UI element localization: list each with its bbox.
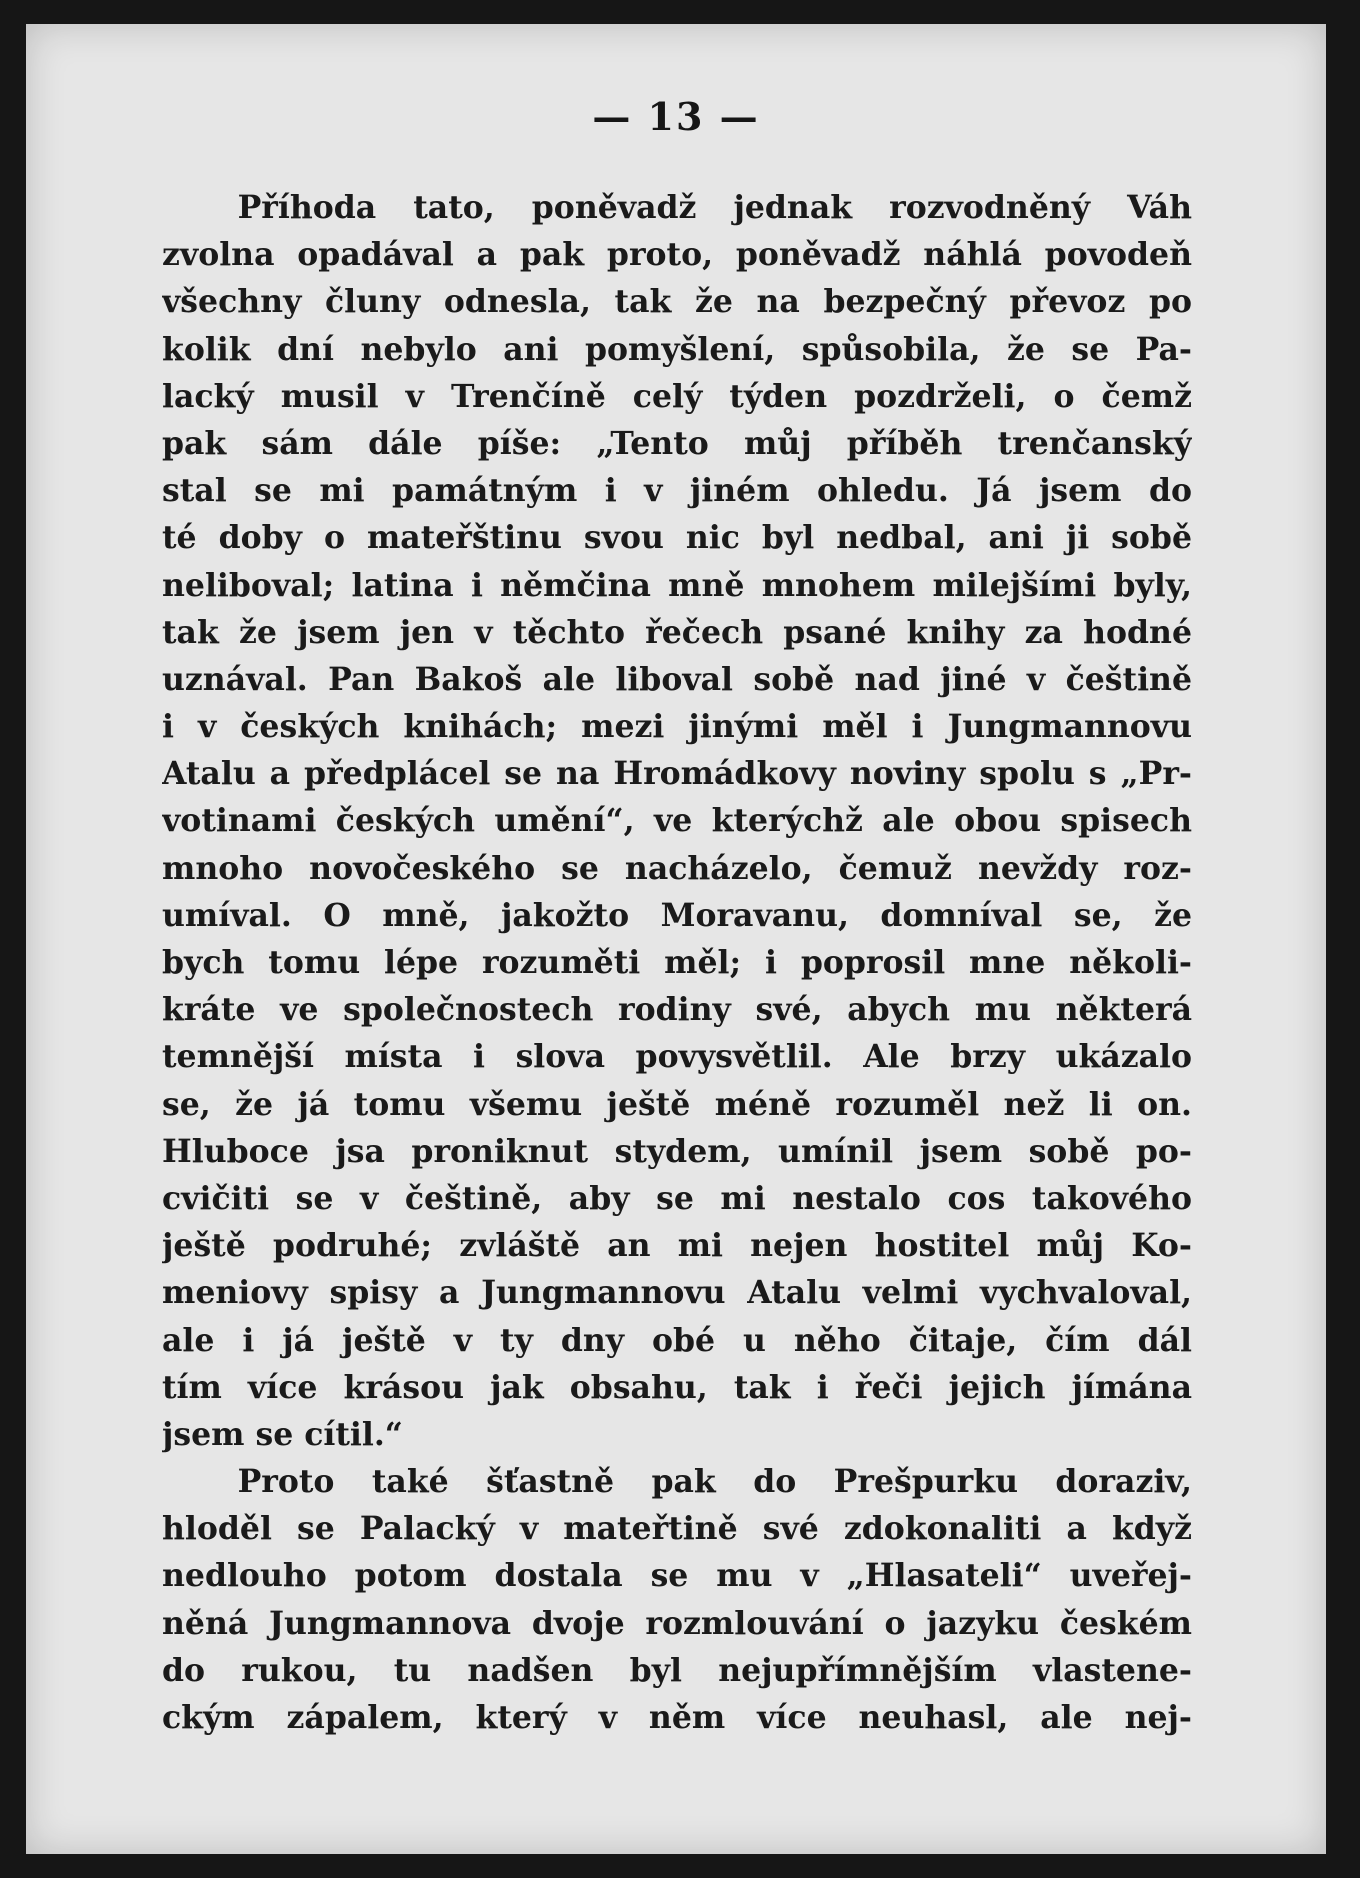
text-line: té doby o mateřštinu svou nic byl nedbal, ani ji sobě — [162, 519, 1192, 557]
page-body-text — [162, 184, 1192, 1741]
text-line: meniovy spisy a Jungmannovu Atalu velmi vychvaloval, — [162, 1274, 1192, 1312]
text-line: temnější místa i slova povysvětlil. Ale brzy ukázalo — [162, 1038, 1192, 1076]
text-line: stal se mi památným i v jiném ohledu. Já jsem do — [162, 472, 1192, 510]
text-line: neliboval; latina i němčina mně mnohem milejšími byly, — [162, 566, 1192, 604]
text-line: do rukou, tu nadšen byl nejupřímnějším vlastene- — [162, 1651, 1192, 1689]
text-line: lacký musil v Trenčíně celý týden pozdrželi, o čemž — [162, 377, 1192, 415]
text-line: nedlouho potom dostala se mu v „Hlasateli“ uveřej- — [162, 1557, 1192, 1595]
text-line: všechny čluny odnesla, tak že na bezpečný převoz po — [162, 283, 1192, 321]
text-line: tak že jsem jen v těchto řečech psané knihy za hodné — [162, 613, 1192, 651]
text-line: Hluboce jsa proniknut stydem, umínil jsem sobě po- — [162, 1132, 1192, 1170]
text-line: ale i já ještě v ty dny obé u něho čitaje, čím dál — [162, 1321, 1192, 1359]
text-line: ještě podruhé; zvláště an mi nejen hostitel můj Ko- — [162, 1227, 1192, 1265]
text-line: mnoho novočeského se nacházelo, čemuž nevždy roz- — [162, 849, 1192, 887]
text-line: umíval. O mně, jakožto Moravanu, domníval se, že — [162, 896, 1192, 934]
text-line: uznával. Pan Bakoš ale liboval sobě nad jiné v češtině — [162, 660, 1192, 698]
text-line: kráte ve společnostech rodiny své, abych mu některá — [162, 991, 1192, 1029]
text-line: Příhoda tato, poněvadž jednak rozvodněný Váh — [237, 189, 1192, 226]
text-line: se, že já tomu všemu ještě méně rozuměl než li on. — [162, 1085, 1192, 1123]
text-line: hloděl se Palacký v mateřtině své zdokonaliti a když — [162, 1510, 1192, 1548]
text-line: tím více krásou jak obsahu, tak i řeči jejich jímána — [162, 1368, 1192, 1406]
text-line: votinami českých umění“, ve kterýchž ale obou spisech — [162, 802, 1192, 840]
text-line: i v českých knihách; mezi jinými měl i Jungmannovu — [162, 708, 1192, 746]
book-page — [26, 24, 1326, 1854]
page-number: — 13 — — [592, 94, 760, 139]
text-line: Proto také šťastně pak do Prešpurku doraziv, — [237, 1463, 1192, 1501]
text-line: kolik dní nebylo ani pomyšlení, spůsobila, že se Pa- — [162, 330, 1192, 368]
text-line: Atalu a předplácel se na Hromádkovy noviny spolu s „Pr- — [162, 755, 1192, 793]
text-line: jsem se cítil.“ — [162, 1415, 403, 1453]
text-line: bych tomu lépe rozuměti měl; i poprosil mne několi- — [162, 944, 1192, 981]
text-line: pak sám dále píše: „Tento můj příběh trenčanský — [162, 424, 1192, 462]
text-line: něná Jungmannova dvoje rozmlouvání o jazyku českém — [162, 1604, 1192, 1642]
text-line: ckým zápalem, který v něm více neuhasl, ale nej- — [162, 1699, 1192, 1736]
text-line: zvolna opadával a pak proto, poněvadž náhlá povodeň — [162, 236, 1192, 274]
text-line: cvičiti se v češtině, aby se mi nestalo cos takového — [162, 1179, 1192, 1217]
